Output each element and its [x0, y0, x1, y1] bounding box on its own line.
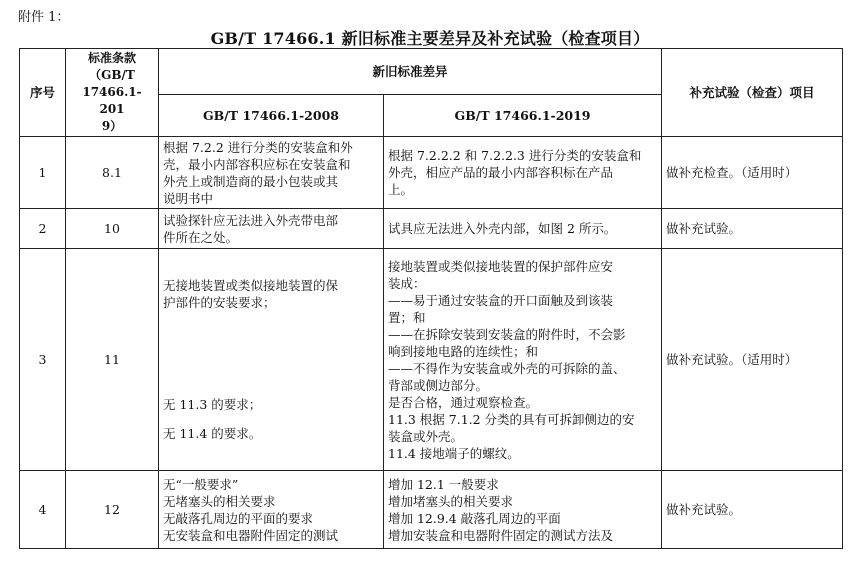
row-old-text — [159, 137, 384, 209]
text-line: 试验探针应无法进入外壳带电部 — [163, 212, 339, 228]
row-new-text — [384, 137, 662, 209]
row-supplement: 做补充试验。 — [662, 471, 843, 549]
header-diff: 新旧标准差异 — [159, 49, 662, 95]
text-line: 装盒或外壳。 — [388, 428, 464, 444]
row-clause: 10 — [66, 209, 159, 249]
text-line: 上。 — [388, 182, 414, 197]
text-line: 无 11.3 的要求； — [163, 397, 262, 412]
text-line: 增加堵塞头的相关要求 — [388, 493, 514, 509]
document-title: GB/T 17466.1 新旧标准主要差异及补充试验（检查项目） — [210, 29, 650, 48]
text-line: 置；和 — [388, 309, 426, 325]
text-line: 说明书中 — [163, 190, 214, 206]
header-clause-line: 17466.1-201 — [82, 85, 142, 116]
table-row — [20, 209, 843, 249]
header-supplement: 补充试验（检查）项目 — [662, 49, 843, 137]
text-line: 11.3 根据 7.1.2 分类的具有可拆卸侧边的安 — [388, 411, 635, 427]
row-new-text — [384, 249, 662, 471]
text-line: 增加 12.9.4 敲落孔周边的平面 — [388, 510, 561, 526]
text-line: 增加 12.1 一般要求 — [388, 476, 499, 492]
row-seq: 2 — [20, 209, 66, 249]
table-row — [20, 137, 843, 209]
header-row-1 — [20, 49, 843, 95]
text-line: 11.4 接地端子的螺纹。 — [388, 445, 520, 461]
difference-table — [19, 48, 843, 549]
text-line: 装成： — [388, 275, 426, 291]
text-line: 背部或侧边部分。 — [388, 377, 489, 393]
text-line: ——易于通过安装盒的开口面触及到该装 — [388, 292, 614, 308]
text-line: 护部件的安装要求； — [163, 295, 276, 310]
text-line: 件所在之处。 — [163, 229, 239, 245]
text-line: ——不得作为安装盒或外壳的可拆除的盖、 — [388, 360, 626, 376]
header-clause-line: （GB/T — [89, 68, 135, 82]
text-line: 试具应无法进入外壳内部，如图 2 所示。 — [388, 221, 617, 236]
header-seq: 序号 — [20, 49, 66, 137]
row-seq: 4 — [20, 471, 66, 549]
text-line: 根据 7.2.2.2 和 7.2.2.3 进行分类的安装盒和 — [388, 148, 642, 163]
header-clause — [66, 49, 159, 137]
text-line: 响到接地电路的连续性；和 — [388, 343, 539, 359]
row-seq: 1 — [20, 137, 66, 209]
text-line: 无接地装置或类似接地装置的保 — [163, 278, 339, 293]
row-clause: 8.1 — [66, 137, 159, 209]
header-clause-line: 9） — [101, 119, 123, 133]
text-line: 无堵塞头的相关要求 — [163, 493, 276, 509]
row-supplement: 做补充试验。（适用时） — [662, 249, 843, 471]
text-line: ——在拆除安装到安装盒的附件时，不会影 — [388, 326, 626, 342]
header-old-std: GB/T 17466.1-2008 — [159, 95, 384, 137]
text-line: 外壳上或制造商的最小包装或其 — [163, 173, 339, 189]
text-line: 壳，最小内部容积应标在安装盒和 — [163, 156, 351, 172]
row-supplement: 做补充试验。 — [662, 209, 843, 249]
text-line: 接地装置或类似接地装置的保护部件应安 — [388, 258, 614, 274]
row-old-text — [159, 249, 384, 471]
table-row — [20, 249, 843, 471]
row-seq: 3 — [20, 249, 66, 471]
text-line: 外壳，相应产品的最小内部容积标在产品 — [388, 165, 614, 180]
text-line: 根据 7.2.2 进行分类的安装盒和外 — [163, 139, 353, 155]
text-line: 无 11.4 的要求。 — [163, 426, 262, 441]
header-clause-line: 标准条款 — [87, 51, 136, 65]
row-old-text — [159, 209, 384, 249]
text-line: 无安装盒和电器附件固定的测试 — [163, 527, 339, 543]
row-clause: 11 — [66, 249, 159, 471]
attachment-label: 附件 1： — [18, 10, 70, 25]
header-new-std: GB/T 17466.1-2019 — [384, 95, 662, 137]
row-supplement: 做补充检查。（适用时） — [662, 137, 843, 209]
text-line: 无敲落孔周边的平面的要求 — [163, 510, 314, 526]
text-line: 是否合格，通过观察检查。 — [388, 394, 539, 410]
text-line: 无“一般要求” — [163, 476, 239, 492]
row-old-text — [159, 471, 384, 549]
row-new-text — [384, 471, 662, 549]
row-clause: 12 — [66, 471, 159, 549]
table-row — [20, 471, 843, 549]
text-line: 增加安装盒和电器附件固定的测试方法及 — [388, 527, 614, 543]
row-new-text — [384, 209, 662, 249]
